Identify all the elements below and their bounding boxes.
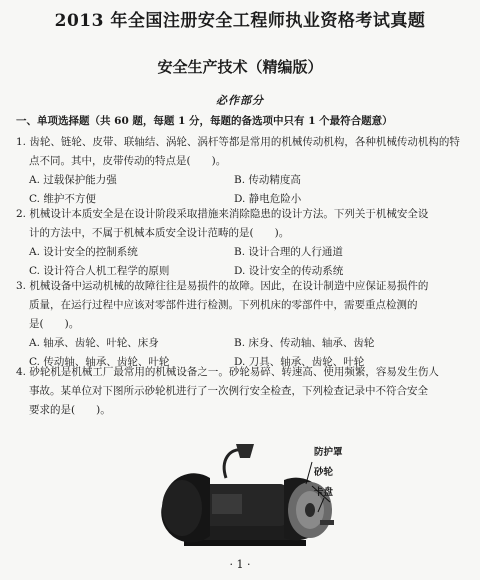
option-b: B. 传动精度高 <box>234 174 301 186</box>
option-d: D. 静电危险小 <box>234 193 302 205</box>
question-line: 计的方法中，不属于机械本质安全设计范畴的是( )。 <box>29 227 290 239</box>
option-c: C. 维护不方便 <box>29 193 96 205</box>
question-line: 事故。某单位对下图所示砂轮机进行了一次例行安全检查，下列检查记录中不符合安全 <box>29 385 428 397</box>
question-line: 4. 砂轮机是机械工厂最常用的机械设备之一。砂轮易碎、转速高、使用频繁，容易发生伤人 <box>16 366 439 378</box>
page-subtitle: 安全生产技术（精编版） <box>157 58 323 76</box>
bench-grinder-figure <box>150 440 360 552</box>
option-b: B. 设计合理的人行通道 <box>234 246 343 258</box>
question-2-text <box>16 205 468 243</box>
question-4 <box>16 363 468 420</box>
option-c: C. 设计符合人机工程学的原则 <box>29 265 170 277</box>
section-label: 必作部分 <box>216 94 264 107</box>
question-2 <box>16 205 468 281</box>
question-4-text <box>16 363 468 420</box>
question-line: 要求的是( )。 <box>29 404 111 416</box>
option-a: A. 轴承、齿轮、叶轮、床身 <box>29 337 159 349</box>
option-b: B. 床身、传动轴、轴承、齿轮 <box>234 337 375 349</box>
question-line: 质量，在运行过程中应该对零部件进行检测。下列机床的零部件中，需要重点检测的 <box>29 299 418 311</box>
option-d: D. 设计安全的传动系统 <box>234 265 344 277</box>
question-1-text <box>16 133 468 171</box>
option-d: D. 刀具、轴承、齿轮、叶轮 <box>234 356 365 368</box>
question-1-options <box>16 171 468 209</box>
question-1 <box>16 133 468 209</box>
option-c: C. 传动轴、轴承、齿轮、叶轮 <box>29 356 170 368</box>
question-line: 2. 机械设计本质安全是在设计阶段采取措施来消除隐患的设计方法。下列关于机械安全设 <box>16 208 429 220</box>
question-2-options <box>16 243 468 281</box>
label-guard: 防护罩 <box>314 447 343 458</box>
label-chuck: 卡盘 <box>314 487 334 498</box>
question-line: 是( )。 <box>29 318 80 330</box>
question-line: 点不同。其中，皮带传动的特点是( )。 <box>29 155 227 167</box>
question-line: 1. 齿轮、链轮、皮带、联轴结、涡轮、涡杆等都是常用的机械传动机构，各种机械传动机构的特 <box>16 136 460 148</box>
question-line: 3. 机械设备中运动机械的故障往往是易损件的故障。因此，在设计制造中应保证易损件的 <box>16 280 429 292</box>
page-title: 2013 年全国注册安全工程师执业资格考试真题 <box>54 11 426 31</box>
question-3-text <box>16 277 468 334</box>
question-3 <box>16 277 468 372</box>
label-wheel: 砂轮 <box>314 467 334 478</box>
option-a: A. 设计安全的控制系统 <box>29 246 138 258</box>
part-heading: 一、单项选择题（共 60 题，每题 1 分，每题的备选项中只有 1 个最符合题意） <box>16 115 393 127</box>
page-number: · 1 · <box>229 558 251 571</box>
option-a: A. 过载保护能力强 <box>29 174 117 186</box>
